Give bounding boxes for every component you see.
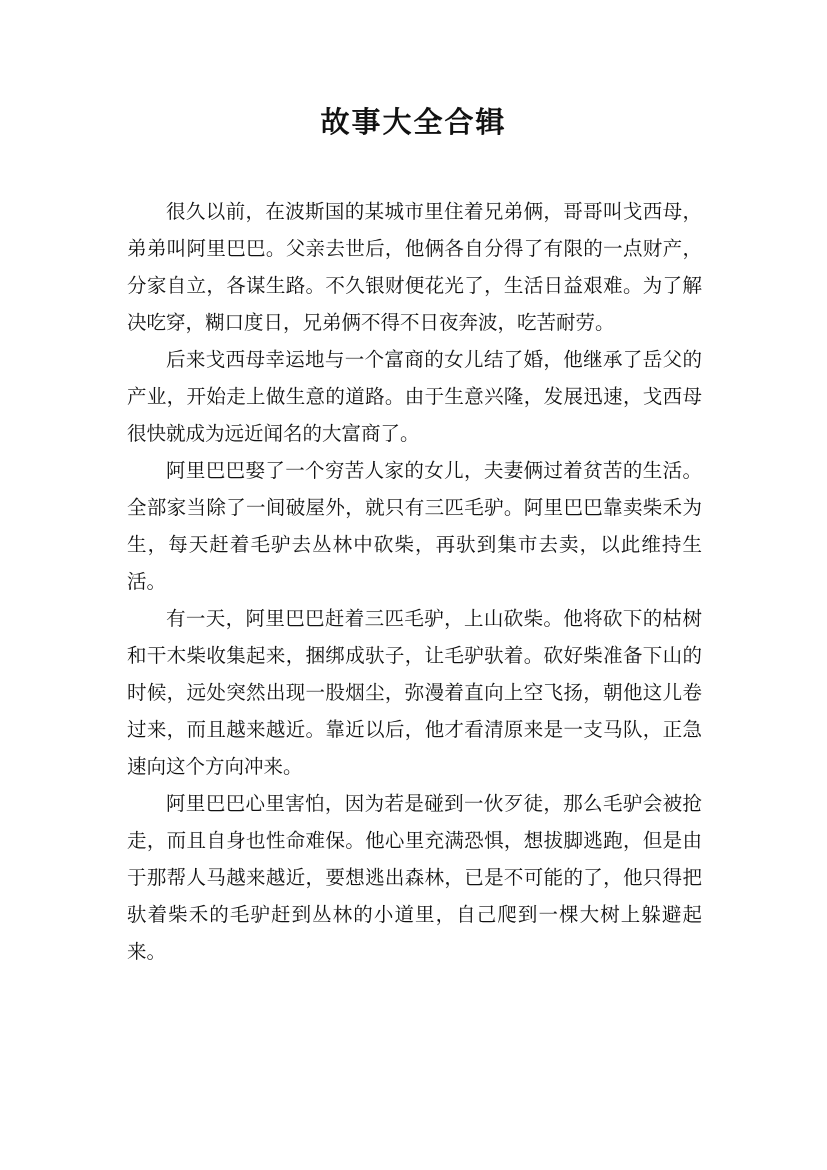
document-title: 故事大全合辑 [320, 105, 507, 139]
paragraph-5: 阿里巴巴心里害怕，因为若是碰到一伙歹徒，那么毛驴会被抢走，而且自身也性命难保。他心里充满恐惧，想拔脚逃跑，但是由于那帮人马越来越近，要想逃出森林，已是不可能的了，他只得把驮着柴禾的毛驴赶到丛林的小道里，自己爬到一棵大树上躲避起来。 [127, 792, 702, 963]
paragraph-1: 很久以前，在波斯国的某城市里住着兄弟俩，哥哥叫戈西母，弟弟叫阿里巴巴。父亲去世后，他俩各自分得了有限的一点财产，分家自立，各谋生路。不久银财便花光了，生活日益艰难。为了解决吃穿，糊口度日，兄弟俩不得不日夜奔波，吃苦耐劳。 [127, 200, 702, 334]
paragraph-2: 后来戈西母幸运地与一个富商的女儿结了婚，他继承了岳父的产业，开始走上做生意的道路。由于生意兴隆，发展迅速，戈西母很快就成为远近闻名的大富商了。 [127, 348, 702, 445]
paragraph-4: 有一天，阿里巴巴赶着三匹毛驴，上山砍柴。他将砍下的枯树和干木柴收集起来，捆绑成驮子，让毛驴驮着。砍好柴准备下山的时候，远处突然出现一股烟尘，弥漫着直向上空飞扬，朝他这儿卷过来，而且越来越近。靠近以后，他才看清原来是一支马队，正急速向这个方向冲来。 [127, 607, 702, 778]
paragraph-3: 阿里巴巴娶了一个穷苦人家的女儿，夫妻俩过着贫苦的生活。全部家当除了一间破屋外，就只有三匹毛驴。阿里巴巴靠卖柴禾为生，每天赶着毛驴去丛林中砍柴，再驮到集市去卖，以此维持生活。 [127, 459, 702, 593]
document-body [127, 193, 702, 970]
